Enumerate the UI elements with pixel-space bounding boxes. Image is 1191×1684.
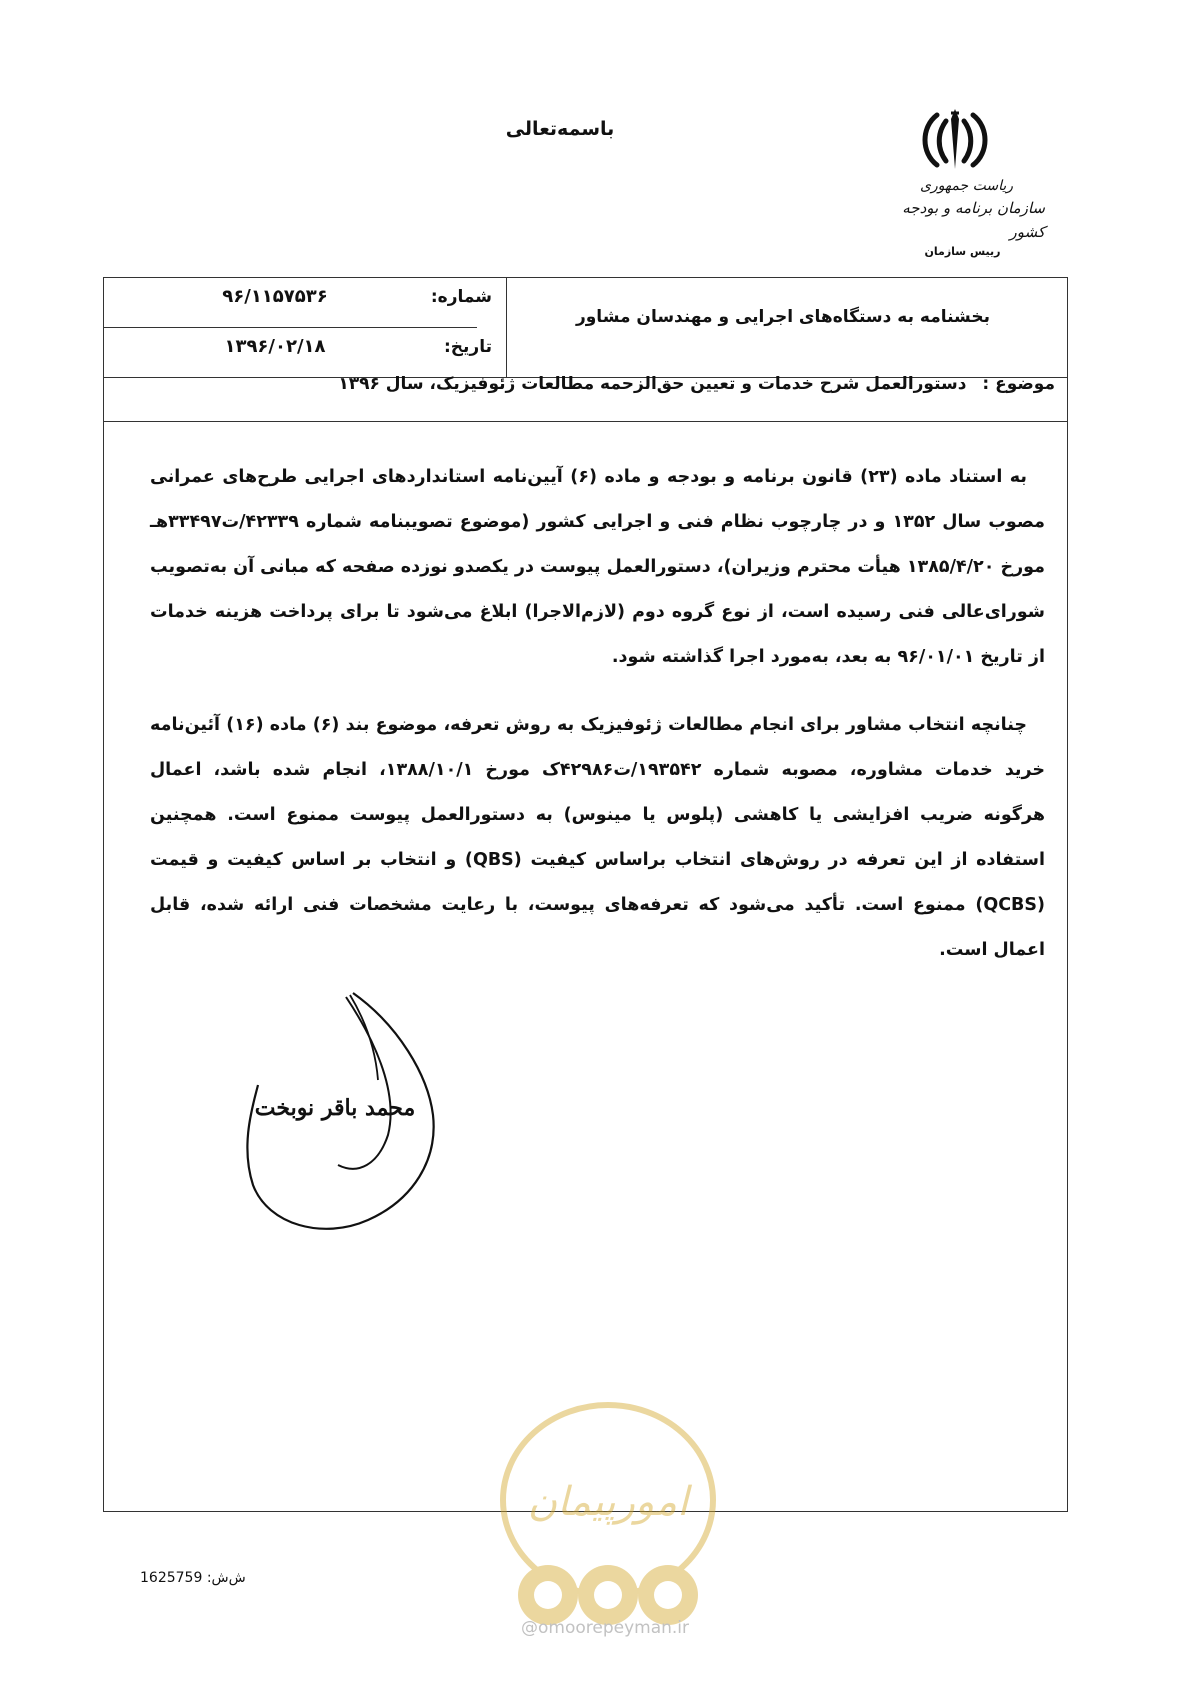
footer-reference (140, 1570, 246, 1586)
header-column-divider (506, 277, 507, 377)
body-paragraph-2: چنانچه انتخاب مشاور برای انجام مطالعات ژئوفیزیک به روش تعرفه، موضوع بند (۶) ماده (۱۶) آئین‌نامه خرید خدمات مشاوره، مصوبه شماره ۱۹۳۵۴۲/ت۴۲۹۸۶ک مورخ ۱۳۸۸/۱۰/۱، انجام شده باشد، اعمال هرگونه ضریب افزایشی یا کاهشی (پلوس یا مینوس) به دستورالعمل پیوست ممنوع است. همچنین استفاده از این تعرفه در روش‌های انتخاب براساس کیفیت (QBS) و انتخاب بر اساس کیفیت و قیمت (QCBS) ممنوع است. تأکید می‌شود که تعرفه‌های پیوست، با رعایت مشخصات فنی ارائه شده، قابل اعمال است. (150, 715, 1045, 960)
site-watermark: @omoorepeyman.ir (520, 1618, 690, 1638)
circular-recipient: بخشنامه به دستگاه‌های اجرایی و مهندسان مشاور (575, 307, 990, 327)
subject-text: دستورالعمل شرح خدمات و تعیین حق‌الزحمه مطالعات ژئوفیزیک، سال ۱۳۹۶ (338, 374, 967, 394)
org-name: سازمان برنامه و بودجه کشور (902, 199, 1045, 241)
org-presidency: ریاست جمهوری (919, 178, 1013, 194)
footer-ref-number: 1625759 (140, 1570, 203, 1586)
number-value: ۹۶/۱۱۵۷۵۳۶ (222, 286, 328, 307)
meta-divider (103, 327, 477, 328)
signer-name: محمد باقر نوبخت (254, 1095, 416, 1121)
date-value: ۱۳۹۶/۰۲/۱۸ (224, 336, 326, 357)
organization-block (880, 176, 1045, 258)
subject-line (110, 374, 1055, 394)
stamp-text: امورپیمان (527, 1479, 689, 1525)
date-label: تاریخ: (444, 337, 492, 357)
subject-divider (103, 421, 1068, 422)
body-paragraph-1: به استناد ماده (۲۳) قانون برنامه و بودجه و ماده (۶) آیین‌نامه استانداردهای اجرایی طرح‌های عمرانی مصوب سال ۱۳۵۲ و در چارچوب نظام فنی و اجرایی کشور (موضوع تصویبنامه شماره ۴۲۳۳۹/ت۳۳۴۹۷هـ مورخ ۱۳۸۵/۴/۲۰ هیأت محترم وزیران)، دستورالعمل پیوست در یکصدو نوزده صفحه که مبانی آن به‌تصویب شورای‌عالی فنی رسیده است، از نوع گروه دوم (لازم‌الاجرا) ابلاغ می‌شود تا برای پرداخت هزینه خدمات از تاریخ ۹۶/۰۱/۰۱ به بعد، به‌مورد اجرا گذاشته شود. (150, 467, 1045, 667)
company-stamp-icon (488, 1395, 728, 1655)
iran-emblem-icon (915, 103, 995, 183)
org-head-title: رییس سازمان (924, 245, 1001, 258)
number-label: شماره: (430, 287, 492, 307)
subject-label: موضوع : (982, 374, 1055, 394)
invocation-heading: باسمه‌تعالی (505, 118, 615, 140)
footer-ref-label: ش‌ش: (206, 1570, 246, 1586)
